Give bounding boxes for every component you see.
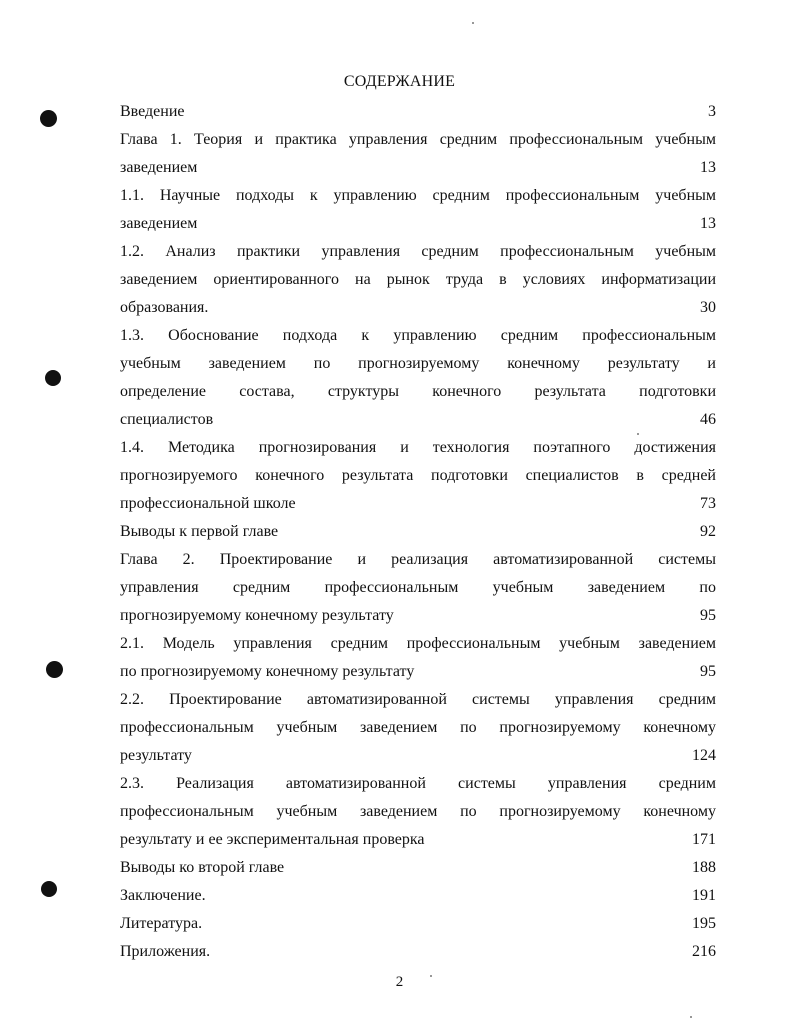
toc-entry-line: 2.2. Проектирование автоматизированной системы управления средним [120,691,716,708]
toc-page-number: 95 [700,663,716,680]
toc-entry-line: Введение [120,103,185,120]
toc-entry-line: 1.3. Обоснование подхода к управлению средним профессиональным [120,327,716,344]
toc-page-number: 171 [692,831,716,848]
toc-entry-line: прогнозируемому конечному результату [120,607,394,624]
toc-entry [120,434,716,518]
page-number: 2 [395,974,404,990]
toc-entry-line: по прогнозируемому конечному результату [120,663,415,680]
toc-entry-line: профессиональной школе [120,495,296,512]
scan-speck [690,1016,692,1018]
page-title: СОДЕРЖАНИЕ [343,73,456,90]
toc-entry [120,126,716,182]
toc-entry-line: заведением ориентированного на рынок труда в условиях информатизации [120,271,716,288]
toc-entry-line: 1.1. Научные подходы к управлению средним профессиональным учебным [120,187,716,204]
binder-hole-mark [45,370,61,386]
toc-entry-line: заведением [120,215,198,232]
toc-page-number: 92 [700,523,716,540]
toc-entry [120,630,716,686]
toc-entry [120,686,716,770]
toc-entry-line: Выводы к первой главе [120,523,279,540]
toc-page-number: 13 [700,215,716,232]
toc-page-number: 3 [708,103,716,120]
toc-entry [120,322,716,434]
toc-page-number: 46 [700,411,716,428]
binder-hole-mark [41,881,57,897]
scan-speck [472,22,474,24]
binder-hole-mark [40,110,57,127]
toc-entry-line: Литература. [120,915,203,932]
toc-entry [120,770,716,854]
toc-entry-line: 1.4. Методика прогнозирования и технология поэтапного достижения [120,439,716,456]
toc-page-number: 195 [692,915,716,932]
toc-entry [120,854,716,882]
toc-entry-line: профессиональным учебным заведением по прогнозируемому конечному [120,719,716,736]
toc-entry-line: Глава 1. Теория и практика управления средним профессиональным учебным [120,131,716,148]
toc-entry-line: управления средним профессиональным учебным заведением по [120,579,716,596]
toc-entry-line: Приложения. [120,943,211,960]
toc-entry [120,882,716,910]
toc-entry-line: результату [120,747,192,764]
toc-entry [120,182,716,238]
toc-entry-line: Заключение. [120,887,206,904]
toc-entry-line: результату и ее экспериментальная проверка [120,831,425,848]
toc-entry-line: заведением [120,159,198,176]
toc-entry-line: 2.3. Реализация автоматизированной системы управления средним [120,775,716,792]
toc-page-number: 124 [692,747,716,764]
scan-speck [430,975,432,977]
toc-entry-line: образования. [120,299,209,316]
table-of-contents [120,98,716,966]
toc-entry [120,238,716,322]
toc-entry [120,938,716,966]
toc-entry-line: учебным заведением по прогнозируемому конечному результату и [120,355,716,372]
toc-page-number: 13 [700,159,716,176]
toc-page-number: 95 [700,607,716,624]
toc-entry [120,98,716,126]
toc-entry [120,518,716,546]
toc-entry-line: специалистов [120,411,214,428]
toc-entry-line: определение состава, структуры конечного результата подготовки [120,383,716,400]
toc-entry-line: 2.1. Модель управления средним профессиональным учебным заведением [120,635,716,652]
toc-page-number: 73 [700,495,716,512]
toc-entry [120,910,716,938]
toc-page-number: 30 [700,299,716,316]
toc-entry-line: Выводы ко второй главе [120,859,285,876]
binder-hole-mark [46,661,63,678]
scan-speck [637,433,639,435]
toc-entry-line: Глава 2. Проектирование и реализация автоматизированной системы [120,551,716,568]
toc-entry-line: 1.2. Анализ практики управления средним профессиональным учебным [120,243,716,260]
toc-page-number: 188 [692,859,716,876]
toc-entry-line: профессиональным учебным заведением по прогнозируемому конечному [120,803,716,820]
toc-entry-line: прогнозируемого конечного результата подготовки специалистов в средней [120,467,716,484]
toc-page-number: 216 [692,943,716,960]
toc-entry [120,546,716,630]
toc-page-number: 191 [692,887,716,904]
